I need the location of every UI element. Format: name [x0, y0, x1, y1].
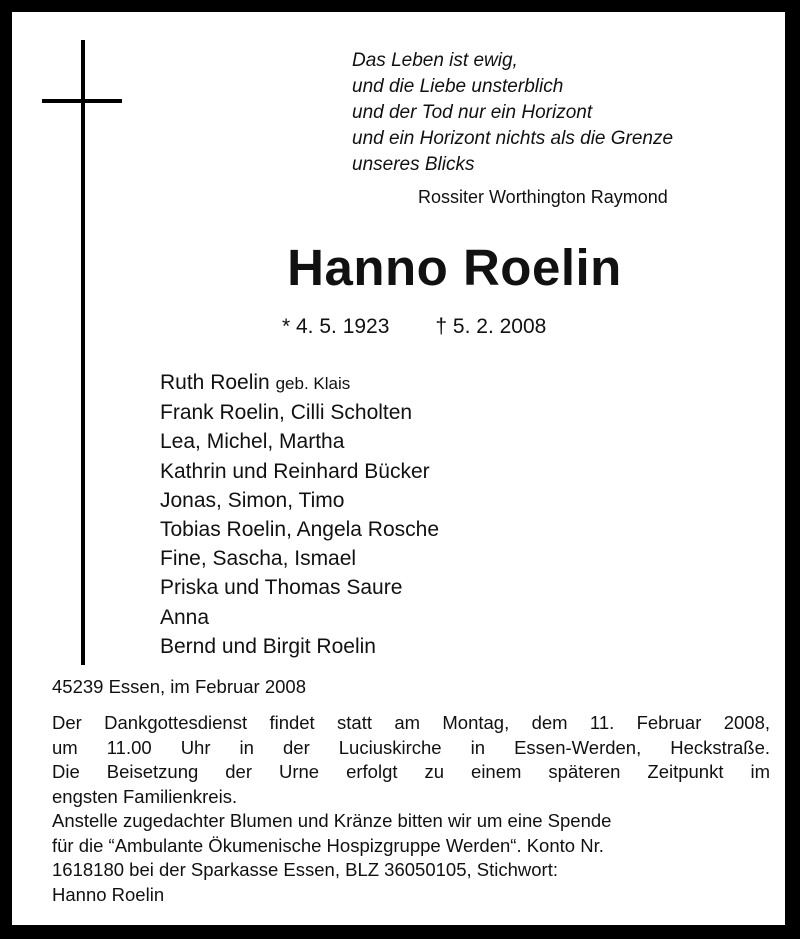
notice-line: Hanno Roelin — [52, 883, 165, 905]
death-date: † 5. 2. 2008 — [435, 315, 547, 338]
birth-date: * 4. 5. 1923 — [282, 315, 390, 338]
notice-line: Die Beisetzung der Urne erfolgt zu einem späteren Zeitpunkt im — [52, 761, 770, 782]
maiden-name: geb. Klais — [275, 374, 351, 393]
family-member: Bernd und Birgit Roelin — [160, 634, 376, 658]
family-member: Kathrin und Reinhard Bücker — [160, 459, 430, 483]
family-member: Priska und Thomas Saure — [160, 576, 403, 600]
life-dates — [282, 315, 592, 339]
poem-line: unseres Blicks — [352, 154, 475, 175]
cross-icon-bar — [42, 99, 122, 103]
family-member: Jonas, Simon, Timo — [160, 488, 345, 512]
poem-author: Rossiter Worthington Raymond — [418, 187, 668, 207]
notice-line: Der Dankgottesdienst findet statt am Montag, dem 11. Februar 2008, — [52, 712, 770, 733]
family-list — [160, 368, 439, 661]
poem-line: und ein Horizont nichts als die Grenze — [352, 128, 674, 149]
family-member: Lea, Michel, Martha — [160, 430, 345, 454]
service-notice — [52, 711, 770, 907]
family-member: Fine, Sascha, Ismael — [160, 547, 357, 571]
poem-line: und der Tod nur ein Horizont — [352, 102, 593, 123]
cross-icon — [81, 40, 85, 665]
notice-line: für die “Ambulante Ökumenische Hospizgruppe Werden“. Konto Nr. — [52, 834, 604, 856]
family-member: Anna — [160, 605, 210, 629]
deceased-name: Hanno Roelin — [287, 239, 622, 296]
family-member: Tobias Roelin, Angela Rosche — [160, 518, 440, 542]
family-member: Frank Roelin, Cilli Scholten — [160, 401, 413, 425]
poem-line: und die Liebe unsterblich — [352, 76, 564, 97]
family-member — [160, 368, 439, 398]
notice-line: um 11.00 Uhr in der Luciuskirche in Essen-Werden, Heckstraße. — [52, 736, 770, 758]
notice-line: 1618180 bei der Sparkasse Essen, BLZ 36050105, Stichwort: — [52, 859, 558, 880]
poem-line: Das Leben ist ewig, — [352, 50, 518, 71]
notice-line: Anstelle zugedachter Blumen und Kränze bitten wir um eine Spende — [52, 810, 612, 831]
obituary-notice — [12, 12, 785, 925]
notice-line: engsten Familienkreis. — [52, 785, 238, 807]
place-date: 45239 Essen, im Februar 2008 — [52, 676, 307, 697]
poem — [352, 48, 673, 178]
family-member-name: Ruth Roelin — [160, 371, 270, 394]
